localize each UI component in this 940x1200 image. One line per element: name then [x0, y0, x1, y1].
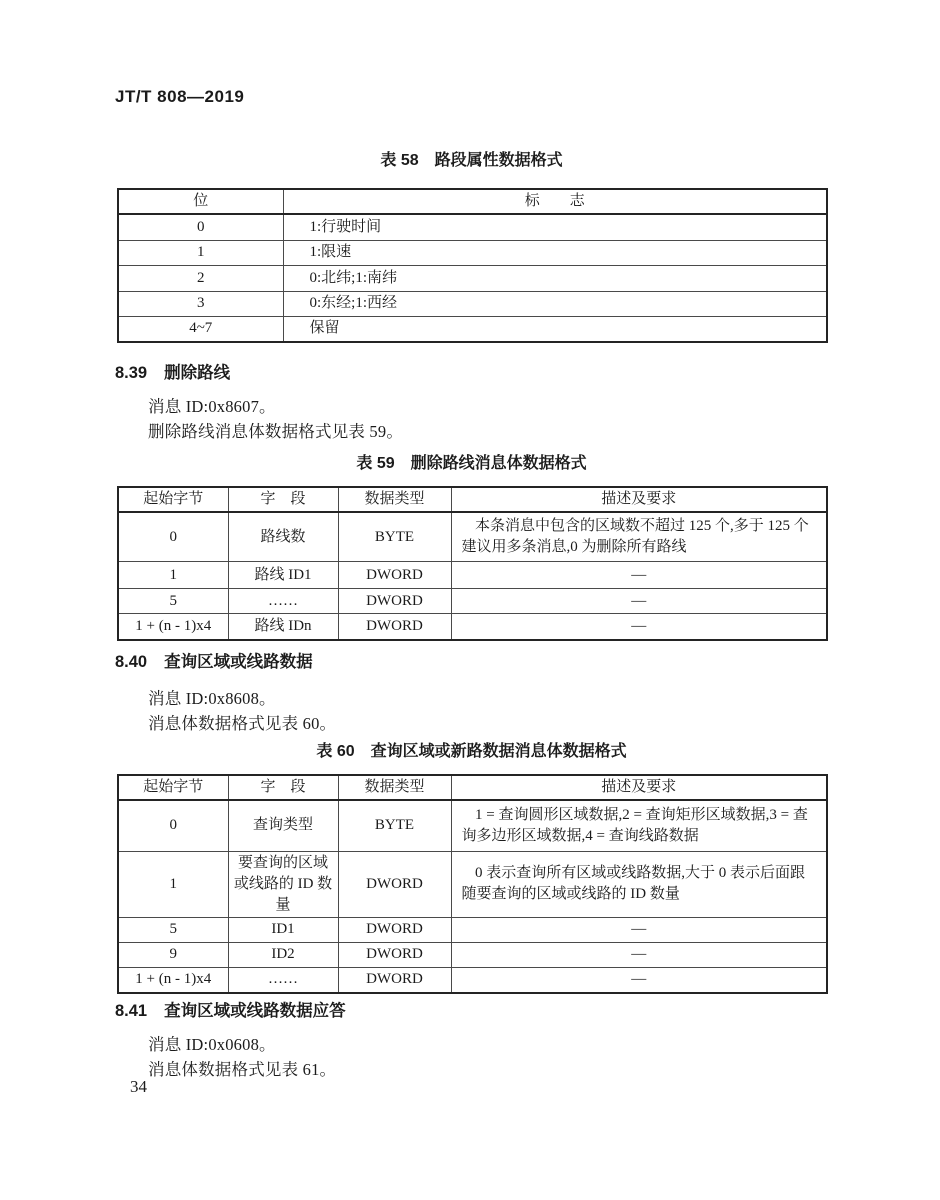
- running-head: JT/T 808—2019: [115, 87, 245, 106]
- field-cell: ID2: [228, 942, 338, 967]
- table-row: [118, 614, 827, 640]
- description-cell: —: [451, 942, 827, 967]
- table-row: [118, 917, 827, 942]
- field-cell: 路线 ID1: [228, 562, 338, 589]
- start-byte-cell: 5: [118, 589, 228, 614]
- bit-cell: 1: [118, 240, 283, 265]
- start-byte-cell: 1 + (n - 1)x4: [118, 967, 228, 993]
- section-title: 查询区域或线路数据: [164, 653, 313, 671]
- column-header: 字 段: [228, 775, 338, 800]
- section-title: 删除路线: [164, 364, 231, 382]
- table-59-title: 表 59 删除路线消息体数据格式: [356, 455, 587, 472]
- start-byte-cell: 9: [118, 942, 228, 967]
- start-byte-cell: 5: [118, 917, 228, 942]
- table-59: [117, 486, 828, 641]
- table-row: [118, 851, 827, 917]
- table-row: [118, 562, 827, 589]
- data-type-cell: DWORD: [338, 589, 451, 614]
- table-row: [118, 240, 827, 265]
- column-header: 起始字节: [118, 775, 228, 800]
- bit-cell: 4~7: [118, 316, 283, 342]
- section-heading-8-40: [115, 648, 313, 672]
- table-59-header-row: [118, 487, 827, 512]
- table-row: [118, 800, 827, 851]
- start-byte-cell: 0: [118, 512, 228, 562]
- table-row: [118, 265, 827, 291]
- section-heading-8-41: [115, 997, 346, 1021]
- section-number: 8.40: [115, 653, 148, 671]
- description-cell: —: [451, 589, 827, 614]
- bit-cell: 2: [118, 265, 283, 291]
- paragraph-table-ref: 消息体数据格式见表 60。: [148, 714, 337, 733]
- column-header: 起始字节: [118, 487, 228, 512]
- paragraph-message-id: 消息 ID:0x8607。: [148, 397, 276, 416]
- section-heading-8-39: [115, 359, 230, 383]
- section-title: 查询区域或线路数据应答: [164, 1002, 346, 1020]
- data-type-cell: DWORD: [338, 967, 451, 993]
- paragraph-message-id: 消息 ID:0x8608。: [148, 689, 276, 708]
- field-cell: 要查询的区域或线路的 ID 数量: [228, 851, 338, 917]
- description-cell: —: [451, 967, 827, 993]
- data-type-cell: BYTE: [338, 512, 451, 562]
- description-cell: —: [451, 917, 827, 942]
- start-byte-cell: 0: [118, 800, 228, 851]
- table-row: [118, 942, 827, 967]
- paragraph-message-id: 消息 ID:0x0608。: [148, 1035, 276, 1054]
- field-cell: ……: [228, 589, 338, 614]
- description-cell: —: [451, 614, 827, 640]
- field-cell: 路线 IDn: [228, 614, 338, 640]
- field-cell: ID1: [228, 917, 338, 942]
- section-number: 8.41: [115, 1002, 148, 1020]
- table-row: [118, 589, 827, 614]
- flag-cell: 0:东经;1:西经: [283, 291, 827, 316]
- start-byte-cell: 1 + (n - 1)x4: [118, 614, 228, 640]
- table-60-header-row: [118, 775, 827, 800]
- flag-cell: 1:限速: [283, 240, 827, 265]
- flag-cell: 1:行驶时间: [283, 214, 827, 240]
- table-58-title: 表 58 路段属性数据格式: [380, 152, 563, 169]
- column-header: 字 段: [228, 487, 338, 512]
- data-type-cell: DWORD: [338, 851, 451, 917]
- bit-cell: 3: [118, 291, 283, 316]
- paragraph-table-ref: 消息体数据格式见表 61。: [148, 1060, 337, 1079]
- table-row: [118, 291, 827, 316]
- section-number: 8.39: [115, 364, 148, 382]
- data-type-cell: DWORD: [338, 562, 451, 589]
- description-cell: —: [451, 562, 827, 589]
- bit-cell: 0: [118, 214, 283, 240]
- field-cell: 路线数: [228, 512, 338, 562]
- table-60-title: 表 60 查询区域或新路数据消息体数据格式: [316, 743, 627, 760]
- description-cell: 本条消息中包含的区域数不超过 125 个,多于 125 个建议用多条消息,0 为删除所有路线: [451, 512, 827, 562]
- column-header: 数据类型: [338, 487, 451, 512]
- paragraph-table-ref: 删除路线消息体数据格式见表 59。: [148, 422, 404, 441]
- flag-cell: 0:北纬;1:南纬: [283, 265, 827, 291]
- description-cell: 1 = 查询圆形区域数据,2 = 查询矩形区域数据,3 = 查询多边形区域数据,4 = 查询线路数据: [451, 800, 827, 851]
- table-58: [117, 188, 828, 343]
- field-cell: 查询类型: [228, 800, 338, 851]
- column-header: 数据类型: [338, 775, 451, 800]
- page-number: 34: [130, 1077, 147, 1096]
- table-row: [118, 512, 827, 562]
- flag-cell: 保留: [283, 316, 827, 342]
- column-header: 标 志: [283, 189, 827, 214]
- data-type-cell: BYTE: [338, 800, 451, 851]
- table-58-header-row: [118, 189, 827, 214]
- start-byte-cell: 1: [118, 562, 228, 589]
- data-type-cell: DWORD: [338, 917, 451, 942]
- data-type-cell: DWORD: [338, 614, 451, 640]
- field-cell: ……: [228, 967, 338, 993]
- table-row: [118, 316, 827, 342]
- start-byte-cell: 1: [118, 851, 228, 917]
- description-cell: 0 表示查询所有区域或线路数据,大于 0 表示后面跟随要查询的区域或线路的 ID 数量: [451, 851, 827, 917]
- table-row: [118, 214, 827, 240]
- column-header: 位: [118, 189, 283, 214]
- data-type-cell: DWORD: [338, 942, 451, 967]
- column-header: 描述及要求: [451, 775, 827, 800]
- column-header: 描述及要求: [451, 487, 827, 512]
- table-row: [118, 967, 827, 993]
- table-60: [117, 774, 828, 994]
